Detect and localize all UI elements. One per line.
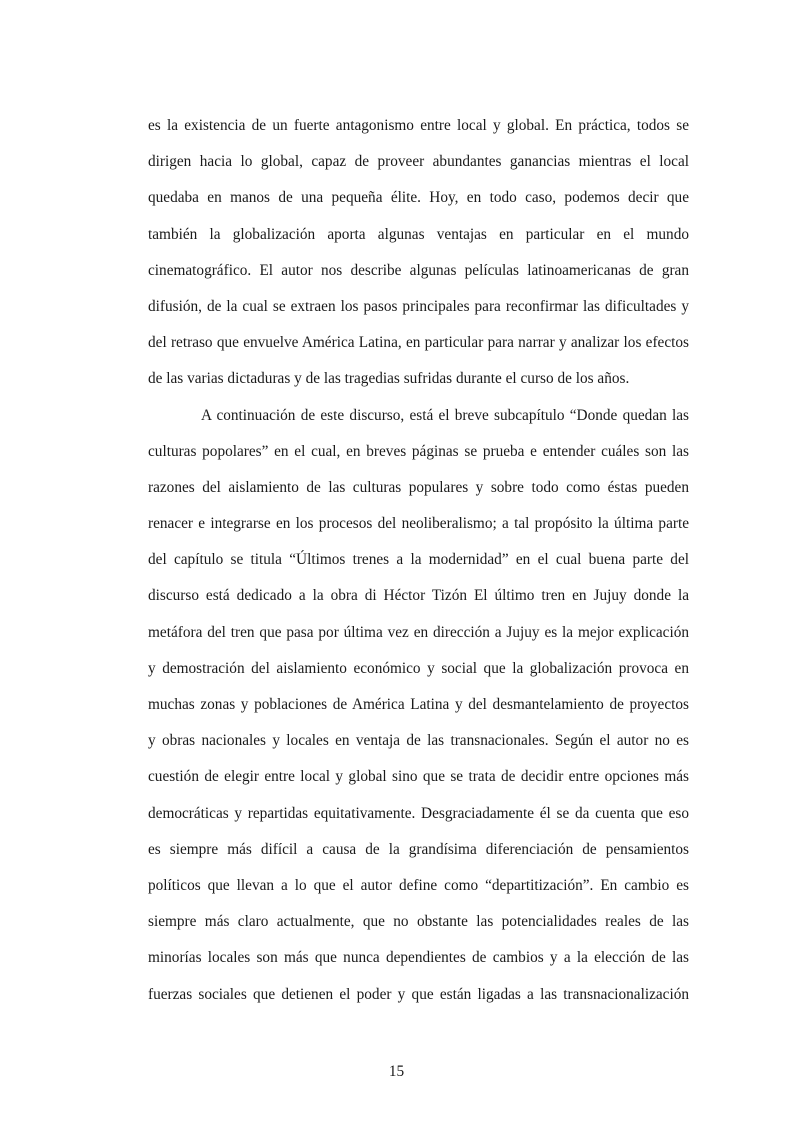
document-body — [148, 108, 689, 1013]
text-line: y obras nacionales y locales en ventaja de las transnacionales. Según el autor no es — [148, 732, 689, 750]
text-line: culturas popolares” en el cual, en breves páginas se prueba e entender cuáles son las — [148, 442, 689, 460]
text-line: de las varias dictaduras y de las tragedias sufridas durante el curso de los años. — [148, 370, 630, 388]
text-line: difusión, de la cual se extraen los pasos principales para reconfirmar las dificultades y — [148, 297, 689, 315]
text-line: fuerzas sociales que detienen el poder y que están ligadas a las transnacionalización — [148, 985, 689, 1003]
text-line: metáfora del tren que pasa por última vez en dirección a Jujuy es la mejor explicación — [148, 623, 689, 641]
text-line: A continuación de este discurso, está el breve subcapítulo “Donde quedan las — [201, 406, 689, 424]
text-line: democráticas y repartidas equitativamente. Desgraciadamente él se da cuenta que eso — [148, 804, 689, 822]
paragraph-2 — [148, 398, 689, 1013]
text-line: es siempre más difícil a causa de la grandísima diferenciación de pensamientos — [148, 840, 689, 858]
text-line: renacer e integrarse en los procesos del neoliberalismo; a tal propósito la última parte — [148, 515, 689, 533]
text-line: del capítulo se titula “Últimos trenes a la modernidad” en el cual buena parte del — [148, 551, 689, 569]
text-line: razones del aislamiento de las culturas populares y sobre todo como éstas pueden — [148, 478, 689, 496]
text-line: también la globalización aporta algunas ventajas en particular en el mundo — [148, 225, 689, 243]
text-line: políticos que llevan a lo que el autor define como “departitización”. En cambio es — [148, 876, 689, 894]
text-line: siempre más claro actualmente, que no obstante las potencialidades reales de las — [148, 913, 689, 931]
text-line: es la existencia de un fuerte antagonismo entre local y global. En práctica, todos se — [148, 117, 689, 134]
page-number: 15 — [388, 1063, 405, 1080]
text-line: minorías locales son más que nunca dependientes de cambios y a la elección de las — [148, 949, 689, 967]
text-line: quedaba en manos de una pequeña élite. Hoy, en todo caso, podemos decir que — [148, 189, 689, 207]
text-line: discurso está dedicado a la obra di Héctor Tizón El último tren en Jujuy donde la — [148, 587, 689, 605]
text-line: cinematográfico. El autor nos describe algunas películas latinoamericanas de gran — [148, 261, 689, 279]
text-line: cuestión de elegir entre local y global sino que se trata de decidir entre opciones más — [148, 768, 689, 786]
text-line: dirigen hacia lo global, capaz de proveer abundantes ganancias mientras el local — [148, 153, 689, 171]
paragraph-1 — [148, 108, 689, 398]
text-line: muchas zonas y poblaciones de América Latina y del desmantelamiento de proyectos — [148, 696, 689, 713]
text-line: del retraso que envuelve América Latina, en particular para narrar y analizar los efectos — [148, 334, 689, 352]
text-line: y demostración del aislamiento económico y social que la globalización provoca en — [148, 659, 689, 677]
